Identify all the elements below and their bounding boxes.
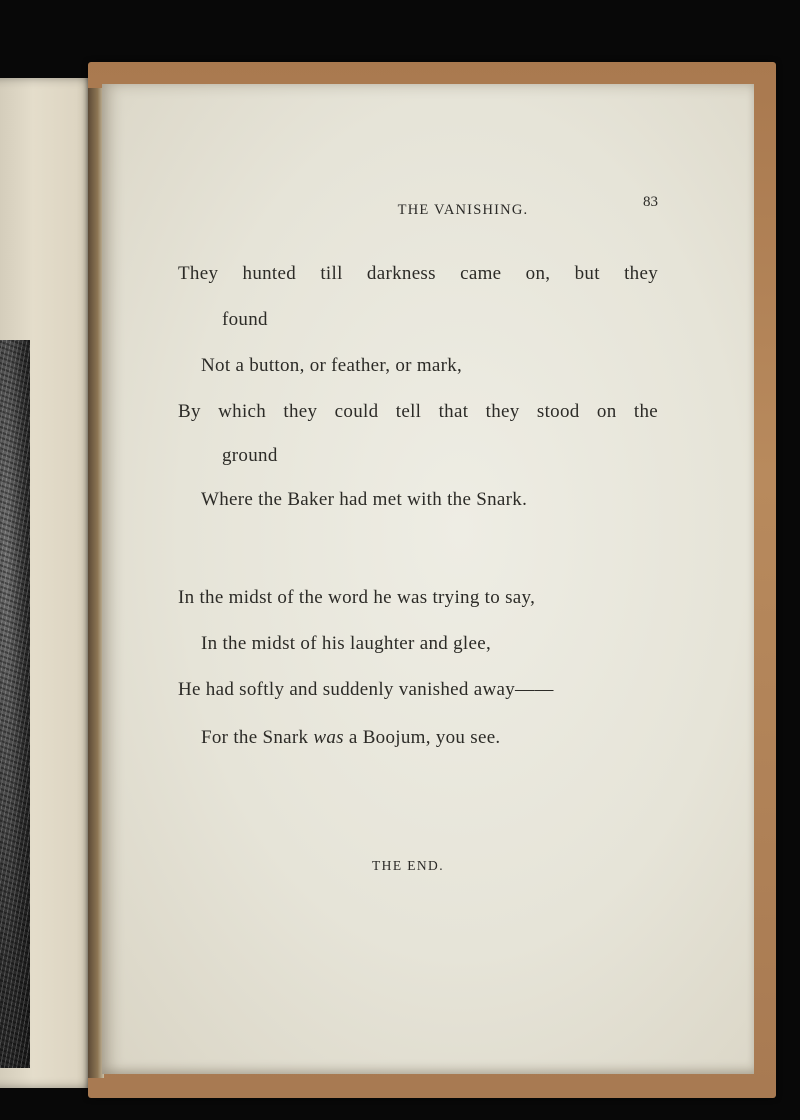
page-number: 83 — [643, 194, 658, 210]
verse-line: In the midst of the word he was trying to say, — [178, 587, 536, 608]
engraving-illustration — [0, 340, 30, 1068]
left-page — [0, 78, 98, 1088]
verse-line: By which they could tell that they stood on the — [178, 401, 658, 422]
verse-line: In the midst of his laughter and glee, — [201, 633, 491, 654]
verse-line — [201, 726, 500, 750]
right-page — [102, 84, 754, 1074]
verse-text: a Boojum, you see. — [343, 727, 501, 748]
the-end: THE END. — [372, 858, 444, 873]
verse-italic: was — [313, 727, 344, 748]
running-head: THE VANISHING. — [397, 202, 529, 218]
verse-line: Where the Baker had met with the Snark. — [201, 489, 528, 510]
verse-line: Not a button, or feather, or mark, — [201, 355, 463, 376]
verse-text: For the Snark — [201, 727, 314, 748]
verse-line: He had softly and suddenly vanished away—— — [178, 679, 554, 700]
verse-line: They hunted till darkness came on, but they — [178, 263, 658, 284]
verse-line: ground — [222, 445, 278, 466]
verse-line: found — [222, 309, 268, 330]
